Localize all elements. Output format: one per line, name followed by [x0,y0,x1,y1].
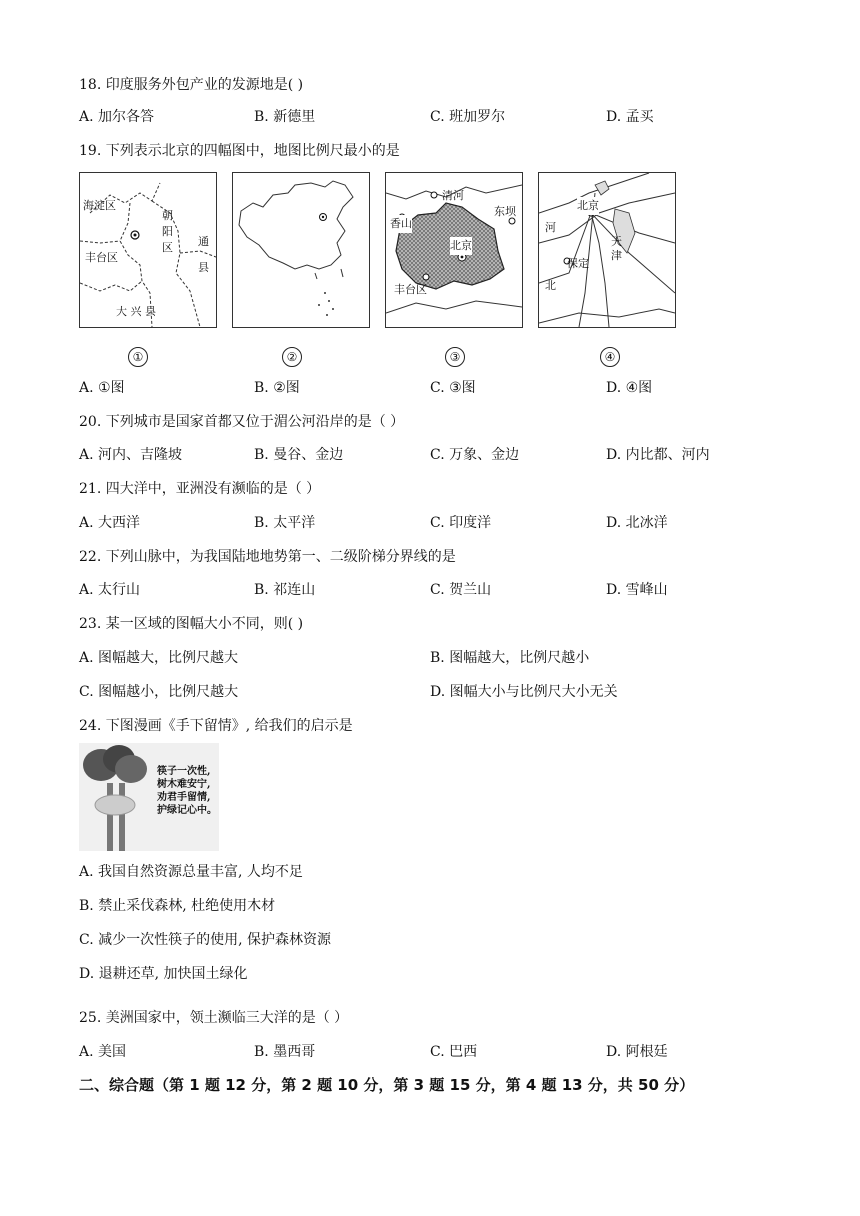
q24-option-b[interactable]: B. 禁止采伐森林, 杜绝使用木材 [79,898,276,914]
map-1-label-tong: 通 [198,235,209,248]
cartoon-line-4: 护绿记心中。 [157,805,217,816]
q20-option-d[interactable]: D. 内比都、河内 [606,447,710,463]
question-23-stem: 23. 某一区域的图幅大小不同，则( ) [79,616,304,632]
map-3-label-beijing: 北京 [450,237,472,255]
q22-option-c[interactable]: C. 贺兰山 [430,582,492,598]
map-1-districts [79,172,217,328]
map-4-label-baoding: 保定 [567,257,589,270]
map-4-svg [539,173,675,327]
question-22-stem: 22. 下列山脉中，为我国陆地地势第一、二级阶梯分界线的是 [79,549,456,565]
map-1-number: ① [128,347,148,367]
q21-option-b[interactable]: B. 太平洋 [254,515,316,531]
map-4-label-tian: 天 [611,235,622,248]
cartoon-line-3: 劝君手留情, [157,792,211,803]
map-2-number: ② [282,347,302,367]
map-4-label-jin: 津 [611,249,622,262]
map-1-label-qu: 区 [162,241,173,254]
cartoon-image [79,743,219,851]
q25-option-d[interactable]: D. 阿根廷 [606,1044,668,1060]
q23-option-d[interactable]: D. 图幅大小与比例尺大小无关 [430,684,618,700]
map-4-number: ④ [600,347,620,367]
map-1-label-chao: 朝 [162,209,173,222]
cartoon-line-2: 树木难安宁, [157,779,211,790]
q18-option-a[interactable]: A. 加尔各答 [79,109,155,125]
map-3-urban [385,172,523,328]
q22-option-a[interactable]: A. 太行山 [79,582,141,598]
q18-option-b[interactable]: B. 新德里 [254,109,316,125]
q18-option-d[interactable]: D. 孟买 [606,109,654,125]
q19-option-d[interactable]: D. ④图 [606,380,653,396]
q20-option-a[interactable]: A. 河内、吉隆坡 [79,447,183,463]
map-3-label-qinghe: 清河 [442,189,464,202]
map-1-label-haidian: 海淀区 [83,199,116,212]
q23-option-b[interactable]: B. 图幅越大，比例尺越小 [430,650,590,666]
question-20-stem: 20. 下列城市是国家首都又位于湄公河沿岸的是（ ） [79,414,405,430]
q21-option-a[interactable]: A. 大西洋 [79,515,141,531]
q18-option-c[interactable]: C. 班加罗尔 [430,109,506,125]
map-1-label-yang: 阳 [162,225,173,238]
q24-option-c[interactable]: C. 减少一次性筷子的使用, 保护森林资源 [79,932,332,948]
map-3-label-xiangshan: 香山 [390,215,412,233]
question-18-stem: 18. 印度服务外包产业的发源地是( ) [79,77,304,93]
q21-option-c[interactable]: C. 印度洋 [430,515,492,531]
q22-option-b[interactable]: B. 祁连山 [254,582,316,598]
map-4-label-bei: 北 [545,279,556,292]
question-25-stem: 25. 美洲国家中，领土濒临三大洋的是（ ） [79,1010,349,1026]
map-4-region [538,172,676,328]
section-2-title: 二、综合题（第 1 题 12 分，第 2 题 10 分，第 3 题 15 分，第 4 题 13 分，共 50 分） [79,1076,695,1094]
q20-option-c[interactable]: C. 万象、金边 [430,447,520,463]
q25-option-c[interactable]: C. 巴西 [430,1044,478,1060]
map-3-label-fengtai: 丰台区 [394,283,427,296]
map-1-label-fengtai: 丰台区 [85,251,118,264]
question-19-stem: 19. 下列表示北京的四幅图中，地图比例尺最小的是 [79,143,400,159]
map-1-label-daxing: 大 兴 县 [116,305,156,318]
q19-option-b[interactable]: B. ②图 [254,380,300,396]
question-21-stem: 21. 四大洋中，亚洲没有濒临的是（ ） [79,481,321,497]
map-4-label-he: 河 [545,221,556,234]
map-3-label-dongba: 东坝 [494,205,516,218]
map-2-china [232,172,370,328]
q23-option-a[interactable]: A. 图幅越大，比例尺越大 [79,650,239,666]
q21-option-d[interactable]: D. 北冰洋 [606,515,668,531]
q22-option-d[interactable]: D. 雪峰山 [606,582,668,598]
map-4-label-beijing: 北京 [577,197,599,215]
q24-option-a[interactable]: A. 我国自然资源总量丰富, 人均不足 [79,864,303,880]
q25-option-b[interactable]: B. 墨西哥 [254,1044,316,1060]
q20-option-b[interactable]: B. 曼谷、金边 [254,447,344,463]
q24-option-d[interactable]: D. 退耕还草, 加快国土绿化 [79,966,248,982]
q19-option-c[interactable]: C. ③图 [430,380,476,396]
map-1-label-xian: 县 [198,261,209,274]
question-24-stem: 24. 下图漫画《手下留情》, 给我们的启示是 [79,718,353,734]
map-2-svg [233,173,369,327]
q19-option-a[interactable]: A. ①图 [79,380,125,396]
cartoon-caption [157,765,217,817]
cartoon-line-1: 筷子一次性, [157,766,211,777]
map-3-number: ③ [445,347,465,367]
q25-option-a[interactable]: A. 美国 [79,1044,127,1060]
q23-option-c[interactable]: C. 图幅越小，比例尺越大 [79,684,239,700]
